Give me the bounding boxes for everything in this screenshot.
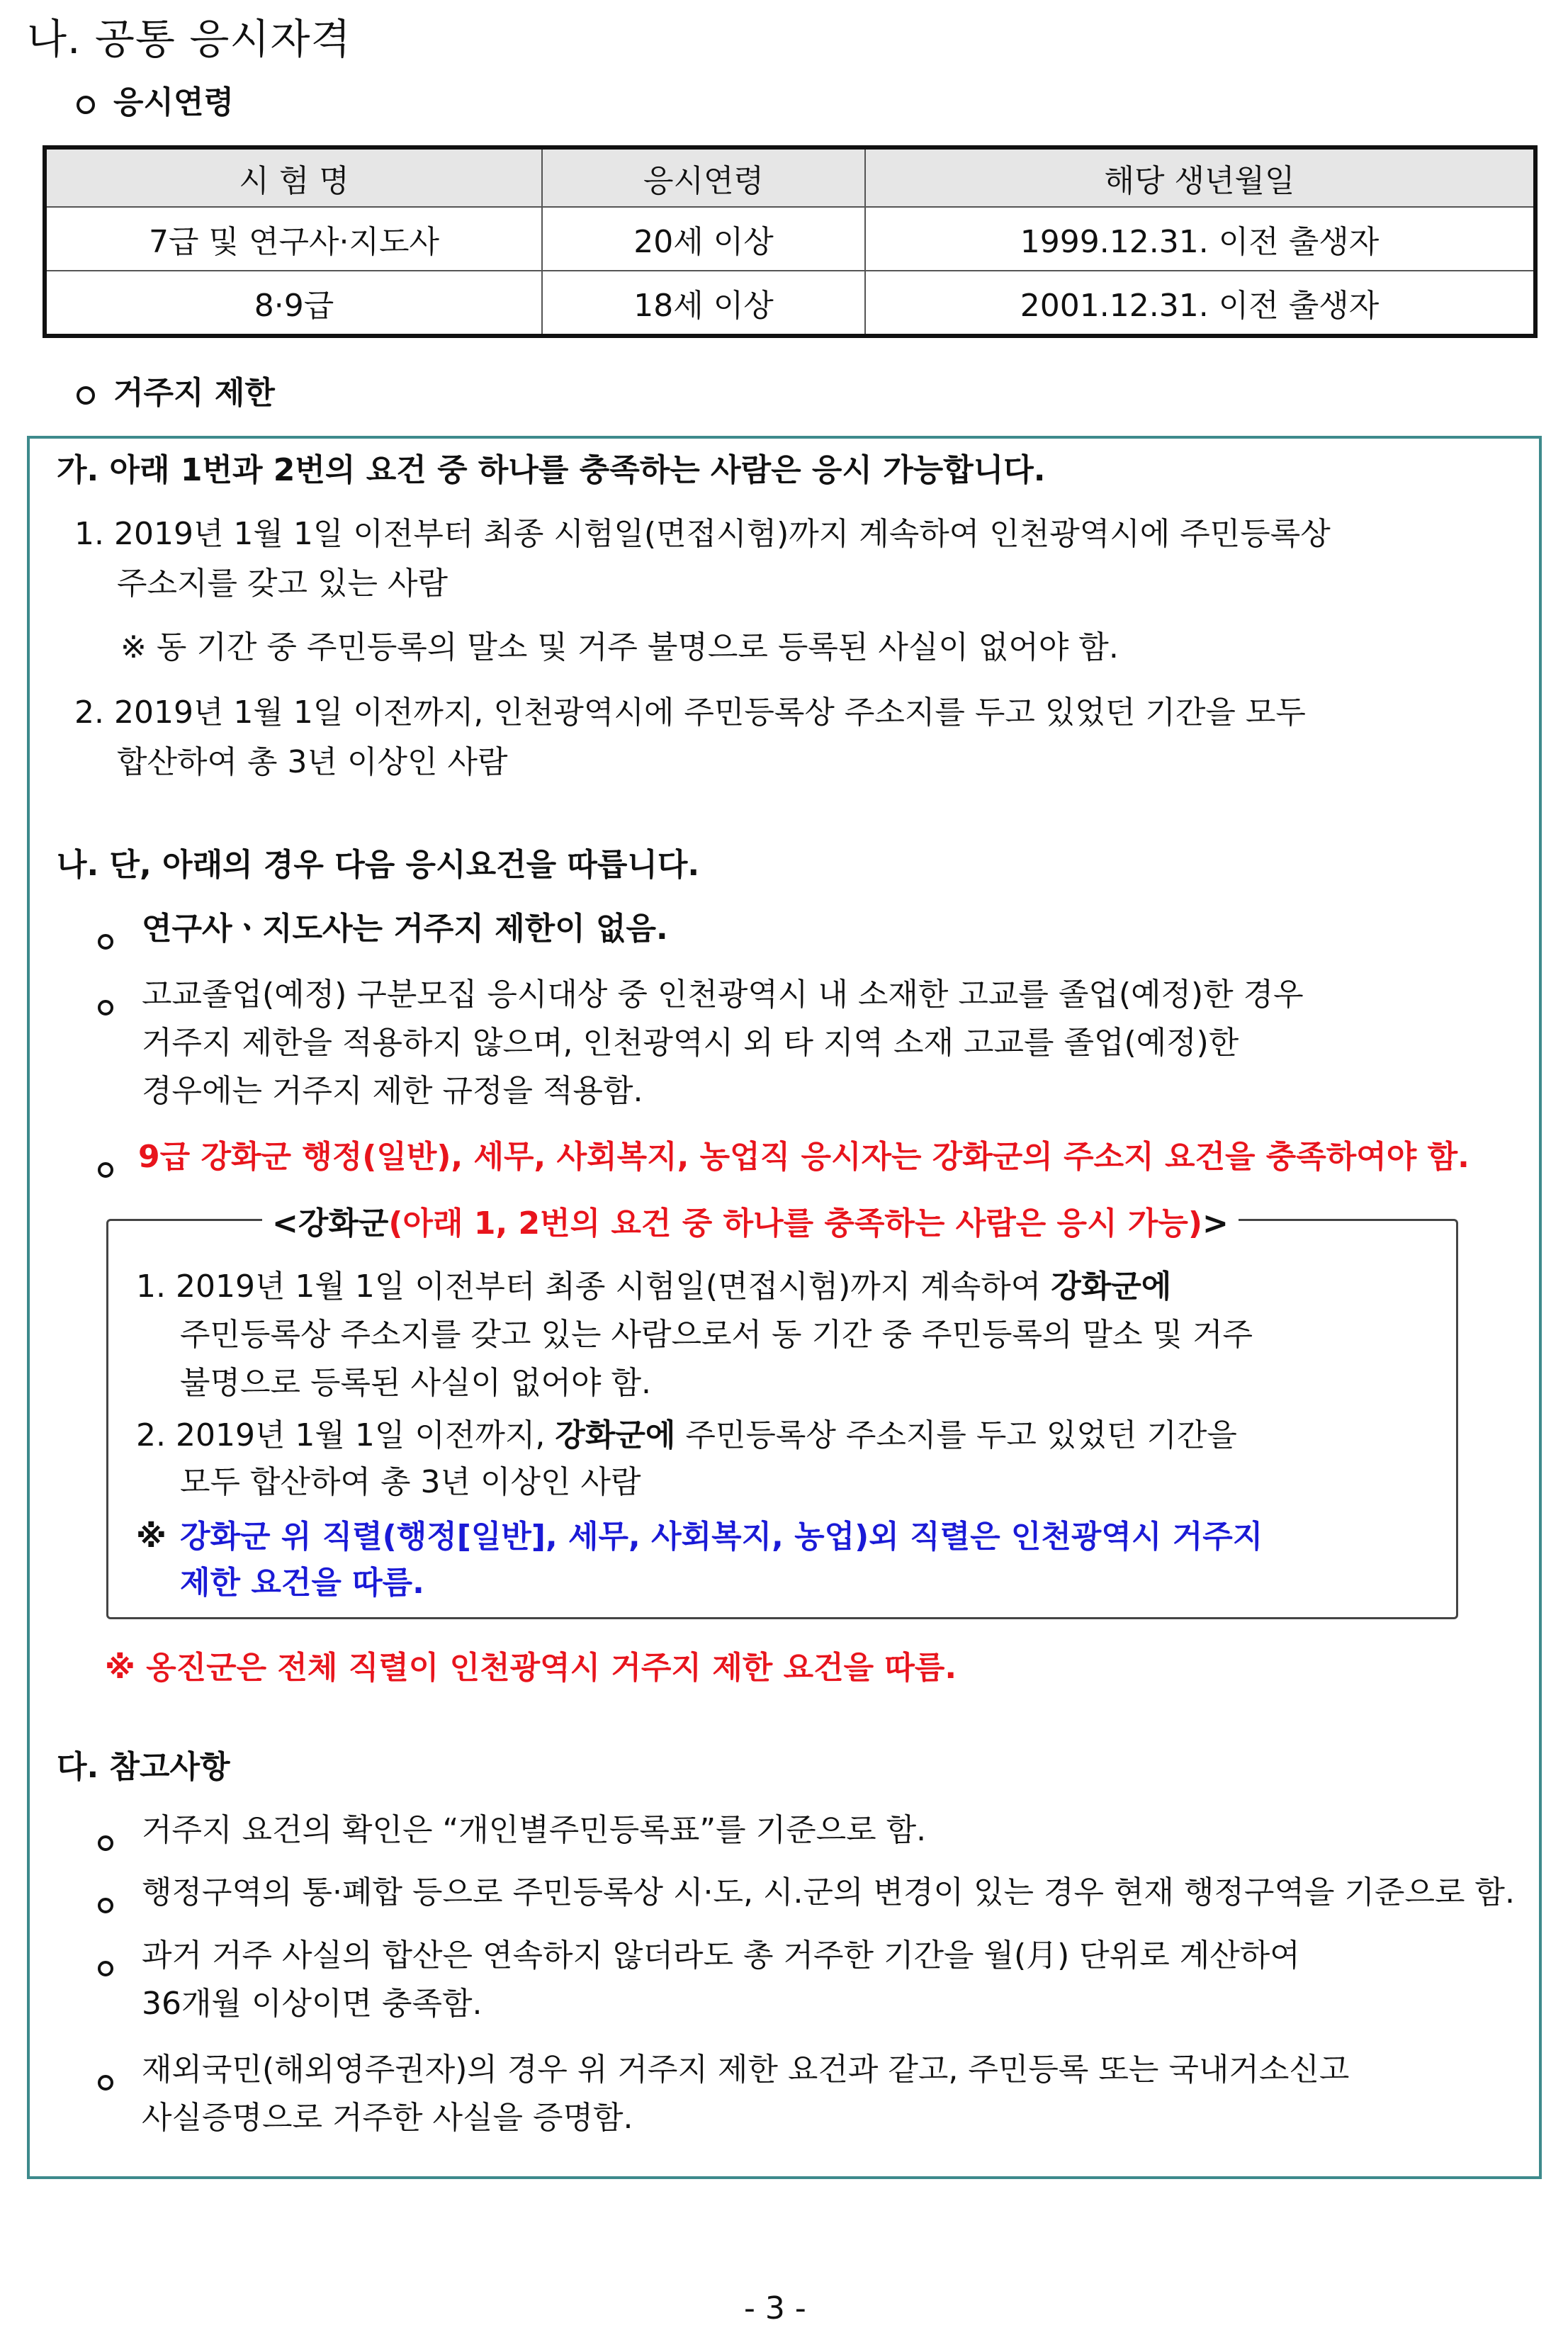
age-heading-text: 응시연령 [113,84,235,120]
hollow-circle-icon [77,96,95,114]
ganghwa-title [262,1198,1239,1243]
table-cell: 18세 이상 [542,271,865,336]
table-cell: 2001.12.31. 이전 출생자 [865,271,1535,336]
na-bullet2-line3: 경우에는 거주지 제한 규정을 적용함. [142,1073,643,1109]
ganghwa-item2-emphasis: 강화군에 [555,1417,676,1453]
ganghwa-item2-text-rest: 주민등록상 주소지를 두고 있었던 기간을 [675,1417,1237,1453]
ganghwa-note-line1: 강화군 위 직렬(행정[일반], 세무, 사회복지, 농업)외 직렬은 인천광역시 거주지 [180,1519,1263,1555]
na-bullet2-line2: 거주지 제한을 적용하지 않으며, 인천광역시 외 타 지역 소재 고교를 졸업(예정)한 [142,1025,1239,1061]
residence-heading [77,367,275,412]
table-cell: 20세 이상 [542,207,865,271]
ga-item1-line1: 1. 2019년 1월 1일 이전부터 최종 시험일(면접시험)까지 계속하여 인천광역시에 주민등록상 [74,516,1331,552]
da-bullet4-line1: 재외국민(해외영주권자)의 경우 위 거주지 제한 요건과 같고, 주민등록 또는 국내거소신고 [142,2052,1350,2088]
ganghwa-item1-text: 1. 2019년 1월 1일 이전부터 최종 시험일(면접시험)까지 계속하여 [136,1268,1051,1305]
column-header-age: 응시연령 [542,147,865,207]
bullet-circle-icon [98,1898,113,1913]
ganghwa-title-prefix: <강화군 [272,1205,389,1242]
ganghwa-item2-text: 2. 2019년 1월 1일 이전까지, [136,1417,555,1453]
age-requirements-table [43,145,1538,338]
bullet-circle-icon [98,2075,113,2091]
ganghwa-item1-emphasis: 강화군에 [1051,1268,1172,1305]
bullet-circle-icon [98,1000,113,1015]
da-bullet2: 행정구역의 통·폐합 등으로 주민등록상 시·도, 시.군의 변경이 있는 경우 현재 행정구역을 기준으로 함. [142,1874,1515,1911]
ganghwa-note-line2: 제한 요건을 따름. [180,1565,424,1601]
hollow-circle-icon [77,386,95,405]
ganghwa-title-condition: (아래 1, 2번의 요건 중 하나를 충족하는 사람은 응시 가능) [388,1205,1203,1242]
ganghwa-item1-line1 [136,1268,1171,1306]
ganghwa-title-suffix: > [1202,1205,1229,1242]
column-header-birthdate: 해당 생년월일 [865,147,1535,207]
ganghwa-note-mark: ※ [136,1519,167,1555]
ga-item2-line1: 2. 2019년 1월 1일 이전까지, 인천광역시에 주민등록상 주소지를 두고 있었던 기간을 모두 [74,694,1306,731]
na-bullet2-line1: 고교졸업(예정) 구분모집 응시대상 중 인천광역시 내 소재한 고교를 졸업(예정)한 경우 [142,977,1304,1013]
bullet-circle-icon [98,1835,113,1851]
da-bullet4-line2: 사실증명으로 거주한 사실을 증명함. [142,2100,633,2136]
ganghwa-item2-line2: 모두 합산하여 총 3년 이상인 사람 [180,1464,641,1500]
ga-item2-line2: 합산하여 총 3년 이상인 사람 [117,744,508,780]
da-bullet3-line1: 과거 거주 사실의 합산은 연속하지 않더라도 총 거주한 기간을 월(月) 단위로 계산하여 [142,1937,1300,1974]
table-header-row [45,147,1535,207]
ga-item1-note: ※ 동 기간 중 주민등록의 말소 및 거주 불명으로 등록된 사실이 없어야 함. [120,629,1119,665]
da-bullet3-line2: 36개월 이상이면 충족함. [142,1986,483,2022]
da-title: 다. 참고사항 [57,1749,230,1785]
page-number: - 3 - [744,2290,806,2326]
age-heading [77,77,234,122]
ga-item1-line2: 주소지를 갖고 있는 사람 [117,566,448,602]
table-row [45,207,1535,271]
ganghwa-item2-line1 [136,1417,1237,1455]
ongjin-note: ※ 옹진군은 전체 직렬이 인천광역시 거주지 제한 요건을 따름. [105,1650,957,1686]
table-cell: 7급 및 연구사·지도사 [45,207,542,271]
da-bullet1: 거주지 요건의 확인은 “개인별주민등록표”를 기준으로 함. [142,1812,927,1848]
bullet-circle-icon [98,934,113,950]
table-row [45,271,1535,336]
na-bullet1: 연구사ㆍ지도사는 거주지 제한이 없음. [142,911,668,947]
table-cell: 8·9급 [45,271,542,336]
na-title: 나. 단, 아래의 경우 다음 응시요건을 따릅니다. [57,847,700,883]
ga-title: 가. 아래 1번과 2번의 요건 중 하나를 충족하는 사람은 응시 가능합니다. [57,452,1046,488]
residence-heading-text: 거주지 제한 [113,375,275,411]
na-bullet3: 9급 강화군 행정(일반), 세무, 사회복지, 농업직 응시자는 강화군의 주소지 요건을 충족하여야 함. [138,1139,1470,1175]
ganghwa-item1-line3: 불명으로 등록된 사실이 없어야 함. [180,1365,651,1401]
bullet-circle-icon [98,1961,113,1976]
ganghwa-item1-line2: 주민등록상 주소지를 갖고 있는 사람으로서 동 기간 중 주민등록의 말소 및 거주 [180,1317,1253,1353]
section-title: 나. 공통 응시자격 [27,15,351,63]
column-header-exam: 시 험 명 [45,147,542,207]
table-cell: 1999.12.31. 이전 출생자 [865,207,1535,271]
bullet-circle-icon [98,1162,113,1178]
